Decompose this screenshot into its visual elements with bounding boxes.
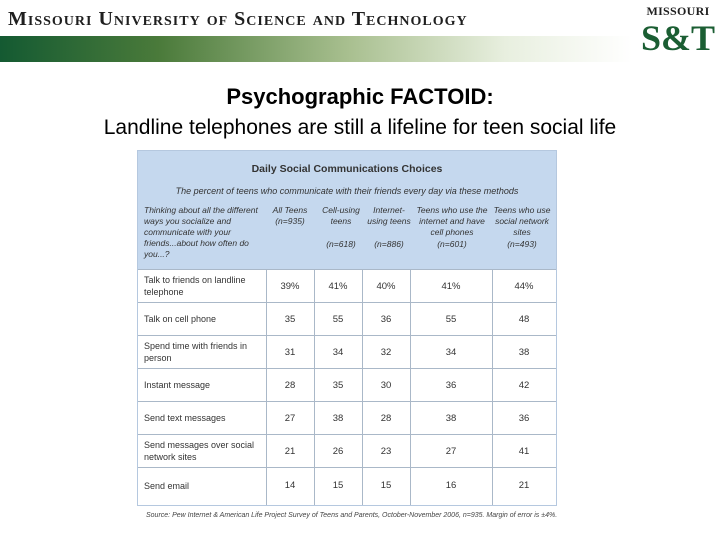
university-name: Missouri University of Science and Technology <box>8 8 468 30</box>
cell-value: 15 <box>380 480 392 491</box>
cell-value: 38 <box>332 413 344 424</box>
cell-value: 30 <box>380 380 392 391</box>
row-label: Talk to friends on landline telephone <box>144 275 246 297</box>
row-label: Instant message <box>144 380 211 390</box>
cell-value: 14 <box>284 480 296 491</box>
table-row <box>138 269 556 302</box>
col-n: (n=935) <box>275 216 305 226</box>
col-n: (n=618) <box>326 239 356 249</box>
cell-value: 38 <box>445 413 457 424</box>
cell-value: 42 <box>518 380 530 391</box>
cell-value: 36 <box>380 314 392 325</box>
cell-value: 28 <box>284 380 296 391</box>
cell-value: 23 <box>380 446 392 457</box>
cell-value: 39% <box>280 281 300 292</box>
cell-value: 28 <box>380 413 392 424</box>
table-source-note: Source: Pew Internet & American Life Project Survey of Teens and Parents, October-November 2006, n=935. Margin of error is ±4%. <box>146 512 558 519</box>
col-n: (n=601) <box>437 239 467 249</box>
col-n: (n=493) <box>507 239 537 249</box>
table-panel <box>137 150 557 506</box>
table-row <box>138 368 556 401</box>
col-label: All Teens <box>272 205 308 215</box>
header <box>0 0 720 66</box>
data-table <box>138 269 556 505</box>
col-header-cell-teens <box>318 205 364 250</box>
col-label: Teens who use the internet and have cell phones <box>416 205 488 237</box>
row-label: Send email <box>144 481 190 491</box>
cell-value: 41 <box>518 446 530 457</box>
column-divider <box>314 269 315 505</box>
cell-value: 41% <box>328 281 348 292</box>
header-gradient-bar <box>0 36 632 62</box>
cell-value: 35 <box>332 380 344 391</box>
col-n: (n=886) <box>374 239 404 249</box>
column-divider <box>492 269 493 505</box>
col-label: Internet-using teens <box>367 205 411 226</box>
cell-value: 36 <box>518 413 530 424</box>
cell-value: 34 <box>445 347 457 358</box>
table-description: The percent of teens who communicate with their friends every day via these methods <box>175 186 519 196</box>
logo-top-text: MISSOURI <box>646 4 710 18</box>
column-divider <box>410 269 411 505</box>
cell-value: 41% <box>441 281 461 292</box>
logo-main-text: S&T <box>640 18 716 58</box>
col-header-social-network-teens <box>492 205 552 250</box>
cell-value: 21 <box>284 446 296 457</box>
table-row <box>138 302 556 335</box>
cell-value: 55 <box>332 314 344 325</box>
cell-value: 44% <box>514 281 534 292</box>
row-label: Spend time with friends in person <box>144 341 248 363</box>
cell-value: 15 <box>332 480 344 491</box>
col-header-internet-cell-teens <box>416 205 488 250</box>
cell-value: 27 <box>445 446 457 457</box>
cell-value: 27 <box>284 413 296 424</box>
cell-value: 38 <box>518 347 530 358</box>
cell-value: 32 <box>380 347 392 358</box>
column-divider <box>362 269 363 505</box>
cell-value: 40% <box>376 281 396 292</box>
col-header-all-teens <box>266 205 314 227</box>
row-label: Talk on cell phone <box>144 314 217 324</box>
table-row <box>138 335 556 368</box>
cell-value: 31 <box>284 347 296 358</box>
col-label: Teens who use social network sites <box>493 205 551 237</box>
table-question: Thinking about all the different ways you socialize and communicate with your friends...about how often do you...? <box>144 205 258 259</box>
row-label: Send messages over social network sites <box>144 440 255 462</box>
table-row <box>138 401 556 434</box>
row-label: Send text messages <box>144 413 226 423</box>
cell-value: 48 <box>518 314 530 325</box>
table-row <box>138 467 556 505</box>
cell-value: 16 <box>445 480 457 491</box>
cell-value: 21 <box>518 480 530 491</box>
slide-title: Psychographic FACTOID: <box>226 84 494 109</box>
column-divider <box>266 269 267 505</box>
cell-value: 34 <box>332 347 344 358</box>
col-header-internet-teens <box>366 205 412 250</box>
university-logo <box>640 4 716 62</box>
cell-value: 26 <box>332 446 344 457</box>
table-title: Daily Social Communications Choices <box>251 163 443 175</box>
cell-value: 35 <box>284 314 296 325</box>
col-label: Cell-using teens <box>322 205 360 226</box>
cell-value: 36 <box>445 380 457 391</box>
slide-subtitle: Landline telephones are still a lifeline for teen social life <box>103 116 617 139</box>
cell-value: 55 <box>445 314 457 325</box>
table-row <box>138 434 556 467</box>
